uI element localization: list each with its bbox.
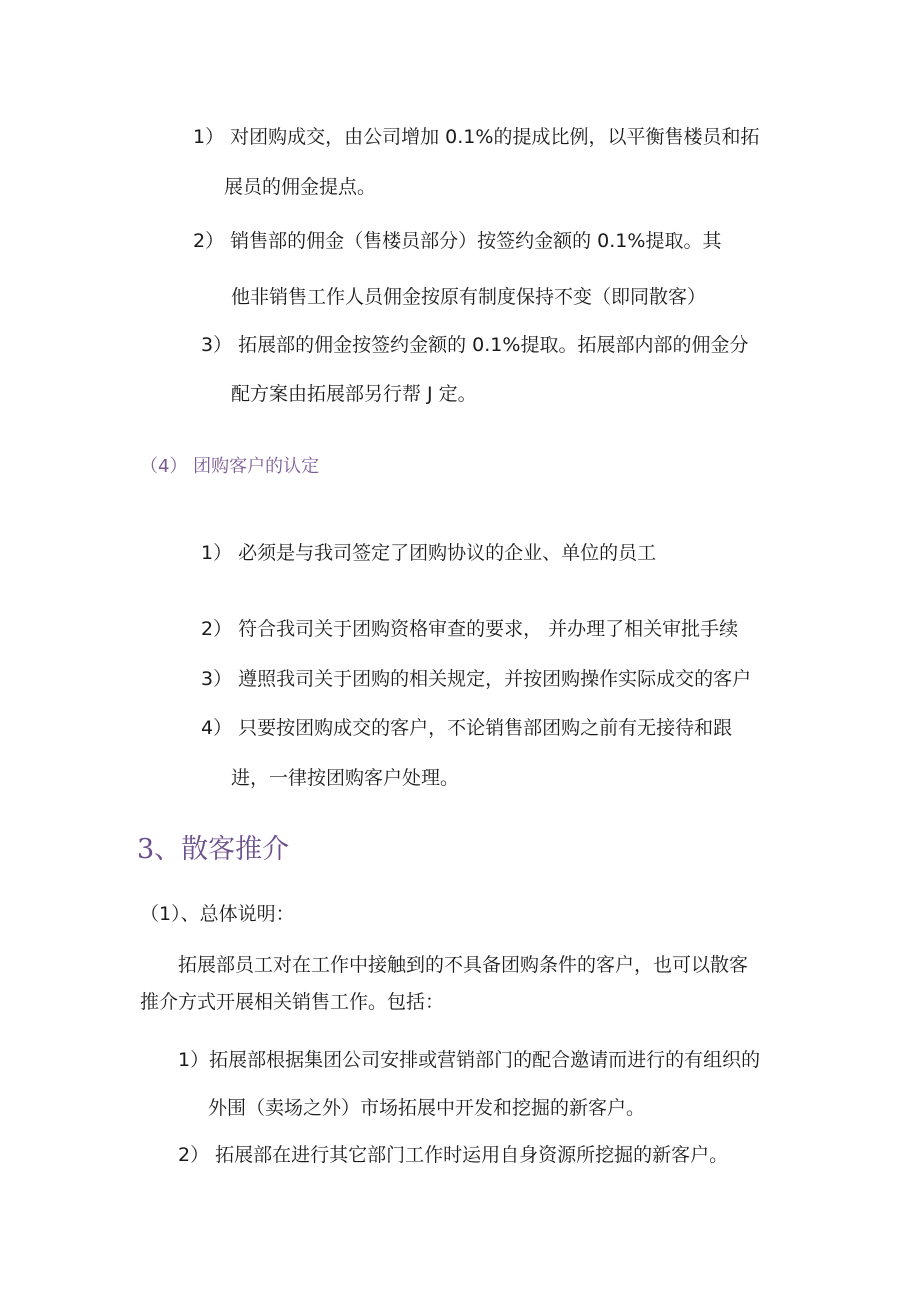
subsection-heading: （4） 团购客户的认定 bbox=[140, 456, 320, 477]
criteria-1: 1） 必须是与我司签定了团购协议的企业、单位的员工 bbox=[201, 542, 657, 564]
criteria-2: 2） 符合我司关于团购资格审查的要求， 并办理了相关审批手续 bbox=[201, 618, 739, 640]
item-2-line-2: 他非销售工作人员佣金按原有制度保持不变（即同散客） bbox=[231, 286, 707, 308]
overview-paragraph-line-2: 推介方式开展相关销售工作。包括： bbox=[140, 991, 445, 1013]
item-1-line-1: 1） 对团购成交，由公司增加 0.1%的提成比例，以平衡售楼员和拓 bbox=[193, 126, 760, 148]
overview-paragraph-line-1: 拓展部员工对在工作中接触到的不具备团购条件的客户，也可以散客 bbox=[178, 954, 749, 976]
item-3-line-1: 3） 拓展部的佣金按签约金额的 0.1%提取。拓展部内部的佣金分 bbox=[201, 334, 749, 356]
scope-1-line-2: 外围（卖场之外）市场拓展中开发和挖掘的新客户。 bbox=[208, 1097, 646, 1119]
criteria-3: 3） 遵照我司关于团购的相关规定，并按团购操作实际成交的客户 bbox=[201, 668, 752, 690]
section-heading: 3、散客推介 bbox=[137, 834, 290, 865]
item-2-line-1: 2） 销售部的佣金（售楼员部分）按签约金额的 0.1%提取。其 bbox=[193, 230, 722, 252]
overview-heading: （1）、总体说明： bbox=[140, 903, 295, 925]
scope-1-line-1: 1）拓展部根据集团公司安排或营销部门的配合邀请而进行的有组织的 bbox=[178, 1049, 761, 1071]
item-1-line-2: 展员的佣金提点。 bbox=[224, 176, 377, 198]
item-3-line-2: 配方案由拓展部另行帮 J 定。 bbox=[231, 383, 477, 405]
criteria-4-line-2: 进，一律按团购客户处理。 bbox=[231, 767, 460, 789]
criteria-4-line-1: 4） 只要按团购成交的客户，不论销售部团购之前有无接待和跟 bbox=[201, 717, 733, 739]
scope-2: 2） 拓展部在进行其它部门工作时运用自身资源所挖掘的新客户。 bbox=[178, 1144, 729, 1166]
